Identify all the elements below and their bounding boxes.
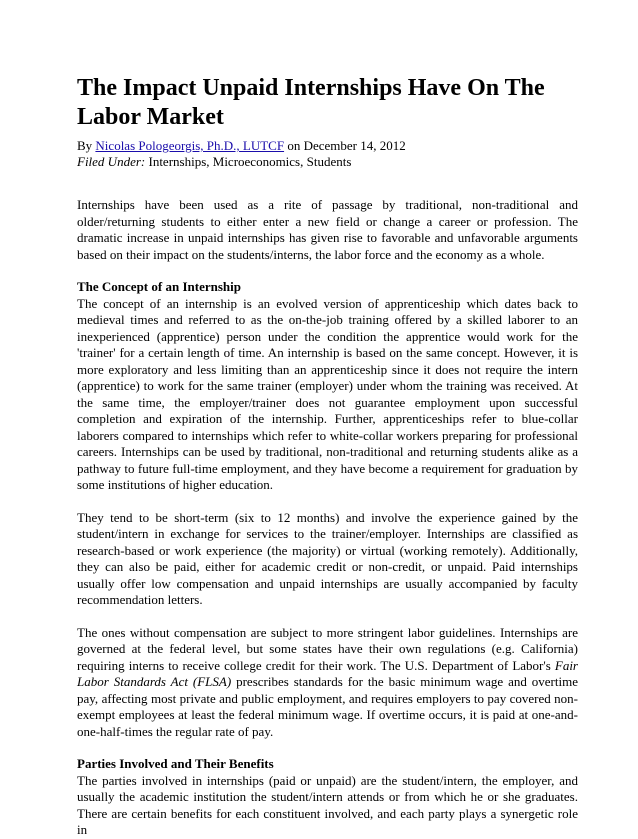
byline [77,138,578,154]
filed-under [77,154,578,170]
byline-prefix: By [77,138,96,153]
compensation-text-start: The ones without compensation are subject to more stringent labor guidelines. Internships are governed at the federal level, but some states have their own regulations (e.g. California) requiring interns to receive college credit for their work. The U.S. Department of Labor's [77,624,578,673]
article-body [77,197,578,839]
short-term-paragraph: They tend to be short-term (six to 12 months) and involve the experience gained by the student/intern in exchange for services to the trainer/employer. Internships are classified as research-based or work experience (the majority) or virtual (working remotely). Additionally, they can also be paid, either for academic credit or non-credit, or unpaid. Paid internships usually offer low compensation and unpaid internships are usually accompanied by faculty recommendation letters. [77,509,578,607]
section-heading-concept: The Concept of an Internship [77,279,241,294]
concept-paragraph: The concept of an internship is an evolved version of apprenticeship which dates back to medieval times and referred to as the on-the-job training offered by a skilled laborer to an inexperienced (apprentice) person under the condition the apprentice would work for the 'trainer' for a certain length of time. An internship is based on the same concept. However, it is more exploratory and less limiting than an apprenticeship since it does not require the intern (apprentice) to work for the same trainer (employer) under whom the training was received. At the same time, the employer/trainer does not guarantee employment upon successful completion and expiration of the internship. Further, apprenticeships refer to blue-collar laborers compared to internships which refer to white-collar workers preparing for professional careers. Internships can be used by traditional, non-traditional and returning students alike as a pathway to future full-time employment, and they have become a requirement for graduation by some institutions of higher education. [77,295,578,492]
section-heading-parties: Parties Involved and Their Benefits [77,756,274,771]
filed-under-topics: Internships, Microeconomics, Students [145,154,352,169]
byline-date: on December 14, 2012 [284,138,406,153]
filed-under-label: Filed Under: [77,154,146,169]
author-link[interactable]: Nicolas Pologeorgis, Ph.D., LUTCF [95,138,285,153]
flsa-act-name: Fair Labor Standards Act (FLSA) [77,657,578,689]
parties-paragraph: The parties involved in internships (paid or unpaid) are the student/intern, the employer, and usually the academic institution the student/intern attends or from which he or she graduates. There are certain benefits for each constituent involved, and each party plays a synergetic role in [77,772,578,837]
intro-paragraph: Internships have been used as a rite of passage by traditional, non-traditional and older/returning students to either enter a new field or change a career or profession. The dramatic increase in unpaid internships has given rise to favorable and unfavorable arguments based on their impact on the students/interns, the labor force and the economy as a whole. [77,197,578,262]
article-title: The Impact Unpaid Internships Have On The Labor Market [77,75,545,130]
compensation-text-end: prescribes standards for the basic minimum wage and overtime pay, affecting most private and public employment, and requires employers to pay covered non-exempt employees at least the federal minimum wage. If overtime occurs, it is paid at one-and-one-half-times the regular rate of pay. [77,674,578,739]
compensation-paragraph [77,625,578,741]
